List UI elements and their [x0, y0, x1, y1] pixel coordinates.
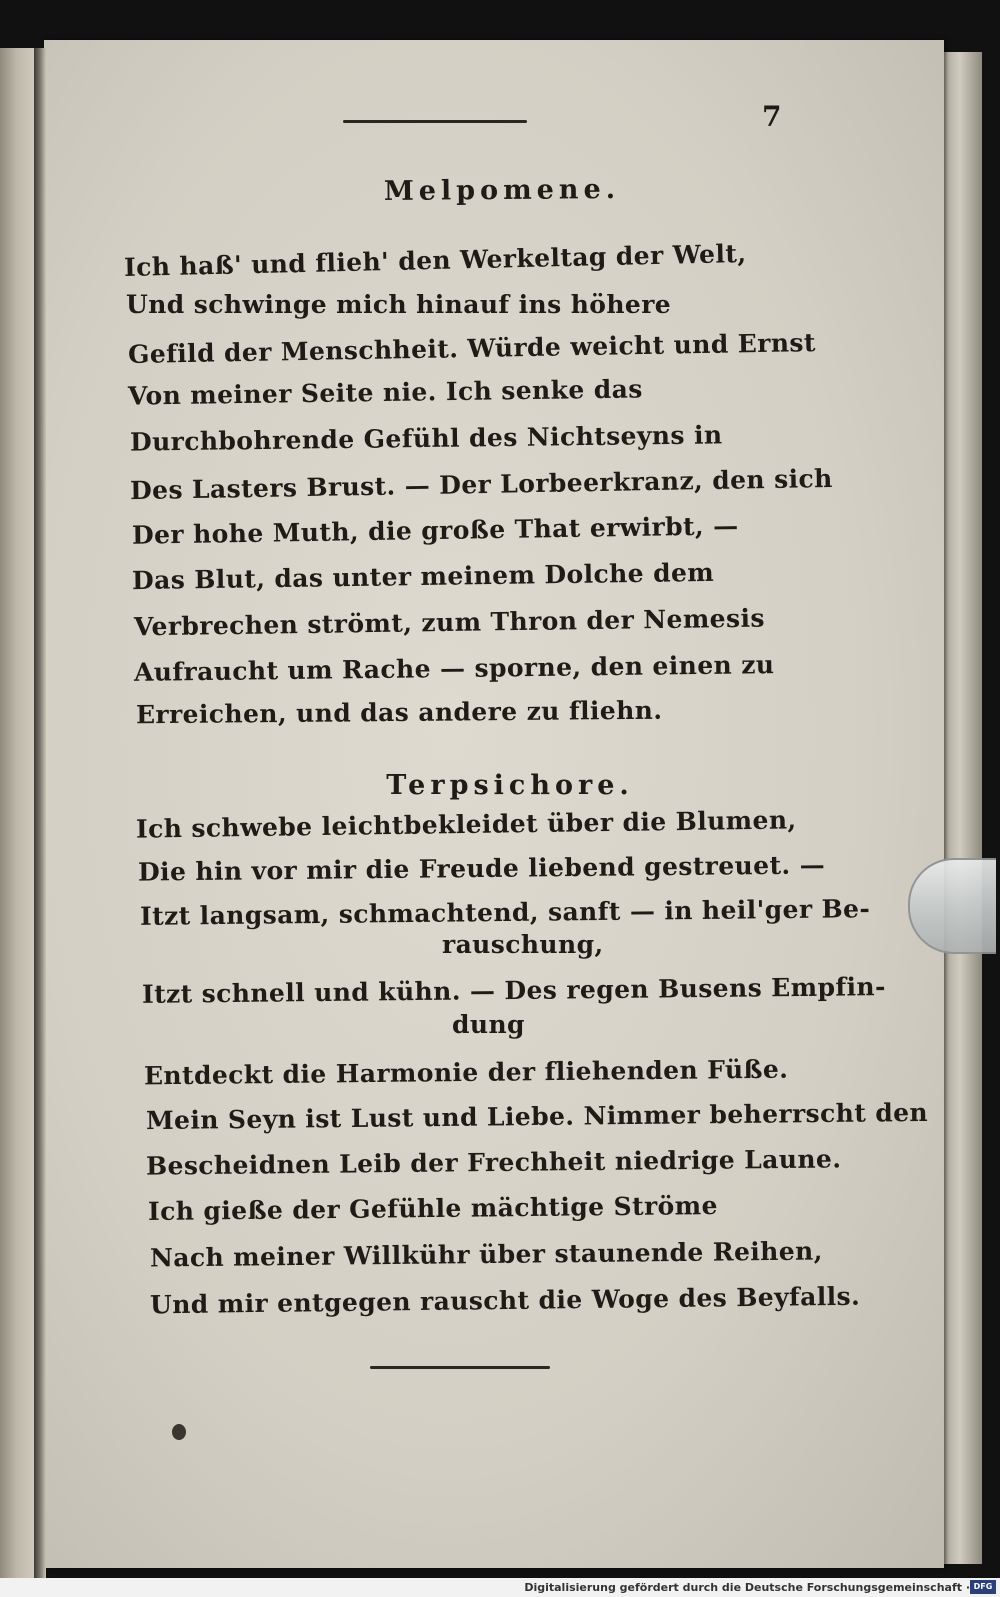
footer-credit: Digitalisierung gefördert durch die Deutsche Forschungsgemeinschaft ·	[524, 1581, 970, 1594]
poem-line: Erreichen, und das andere zu fliehn.	[135, 695, 663, 730]
bottom-ornament-rule	[370, 1366, 550, 1369]
poem-line: Aufraucht um Rache — sporne, den einen zu	[133, 650, 775, 687]
poem-line: Nach meiner Willkühr über staunende Reihen,	[149, 1236, 823, 1273]
dfg-logo: DFG	[970, 1580, 996, 1594]
poem-line: Durchbohrende Gefühl des Nichtseyns in	[129, 420, 723, 457]
poem-line: Die hin vor mir die Freude liebend gestreuet. —	[137, 850, 826, 887]
poem-line: Itzt langsam, schmachtend, sanft — in heil'ger Be-	[139, 894, 871, 931]
poem-line-continuation: dung	[452, 1010, 525, 1039]
page-clip	[908, 858, 996, 954]
poem-line: Ich gieße der Gefühle mächtige Ströme	[147, 1191, 718, 1226]
top-ornament-rule	[343, 120, 527, 123]
section-heading-melpomene: Melpomene.	[383, 173, 621, 208]
poem-line: Und mir entgegen rauscht die Woge des Beyfalls.	[149, 1281, 861, 1320]
poem-line-continuation: rauschung,	[442, 930, 604, 959]
page-number: 7	[762, 100, 782, 133]
poem-line: Ich schwebe leichtbekleidet über die Blumen,	[135, 805, 797, 844]
poem-line: Bescheidnen Leib der Frechheit niedrige Laune.	[145, 1144, 842, 1181]
ink-spot	[172, 1424, 186, 1440]
poem-line: Mein Seyn ist Lust und Liebe. Nimmer beherrscht den	[145, 1097, 929, 1136]
book-gutter	[34, 48, 46, 1578]
poem-line: Der hohe Muth, die große That erwirbt, —	[131, 511, 739, 550]
poem-line: Des Lasters Brust. — Der Lorbeerkranz, den sich	[129, 463, 833, 506]
poem-line: Itzt schnell und kühn. — Des regen Busens Empfin-	[141, 972, 886, 1009]
section-heading-terpsichore: Terpsichore.	[386, 770, 634, 801]
poem-line: Das Blut, das unter meinem Dolche dem	[131, 557, 715, 596]
poem-line: Gefild der Menschheit. Würde weicht und Ernst	[127, 327, 817, 370]
poem-line: Und schwinge mich hinauf ins höhere	[126, 290, 672, 319]
page-stack-edge	[942, 52, 982, 1564]
poem-line: Von meiner Seite nie. Ich senke das	[127, 374, 643, 411]
poem-line: Ich haß' und flieh' den Werkeltag der Welt,	[123, 238, 747, 283]
poem-line: Verbrechen strömt, zum Thron der Nemesis	[133, 603, 766, 642]
poem-line: Entdeckt die Harmonie der fliehenden Füße.	[143, 1054, 789, 1091]
